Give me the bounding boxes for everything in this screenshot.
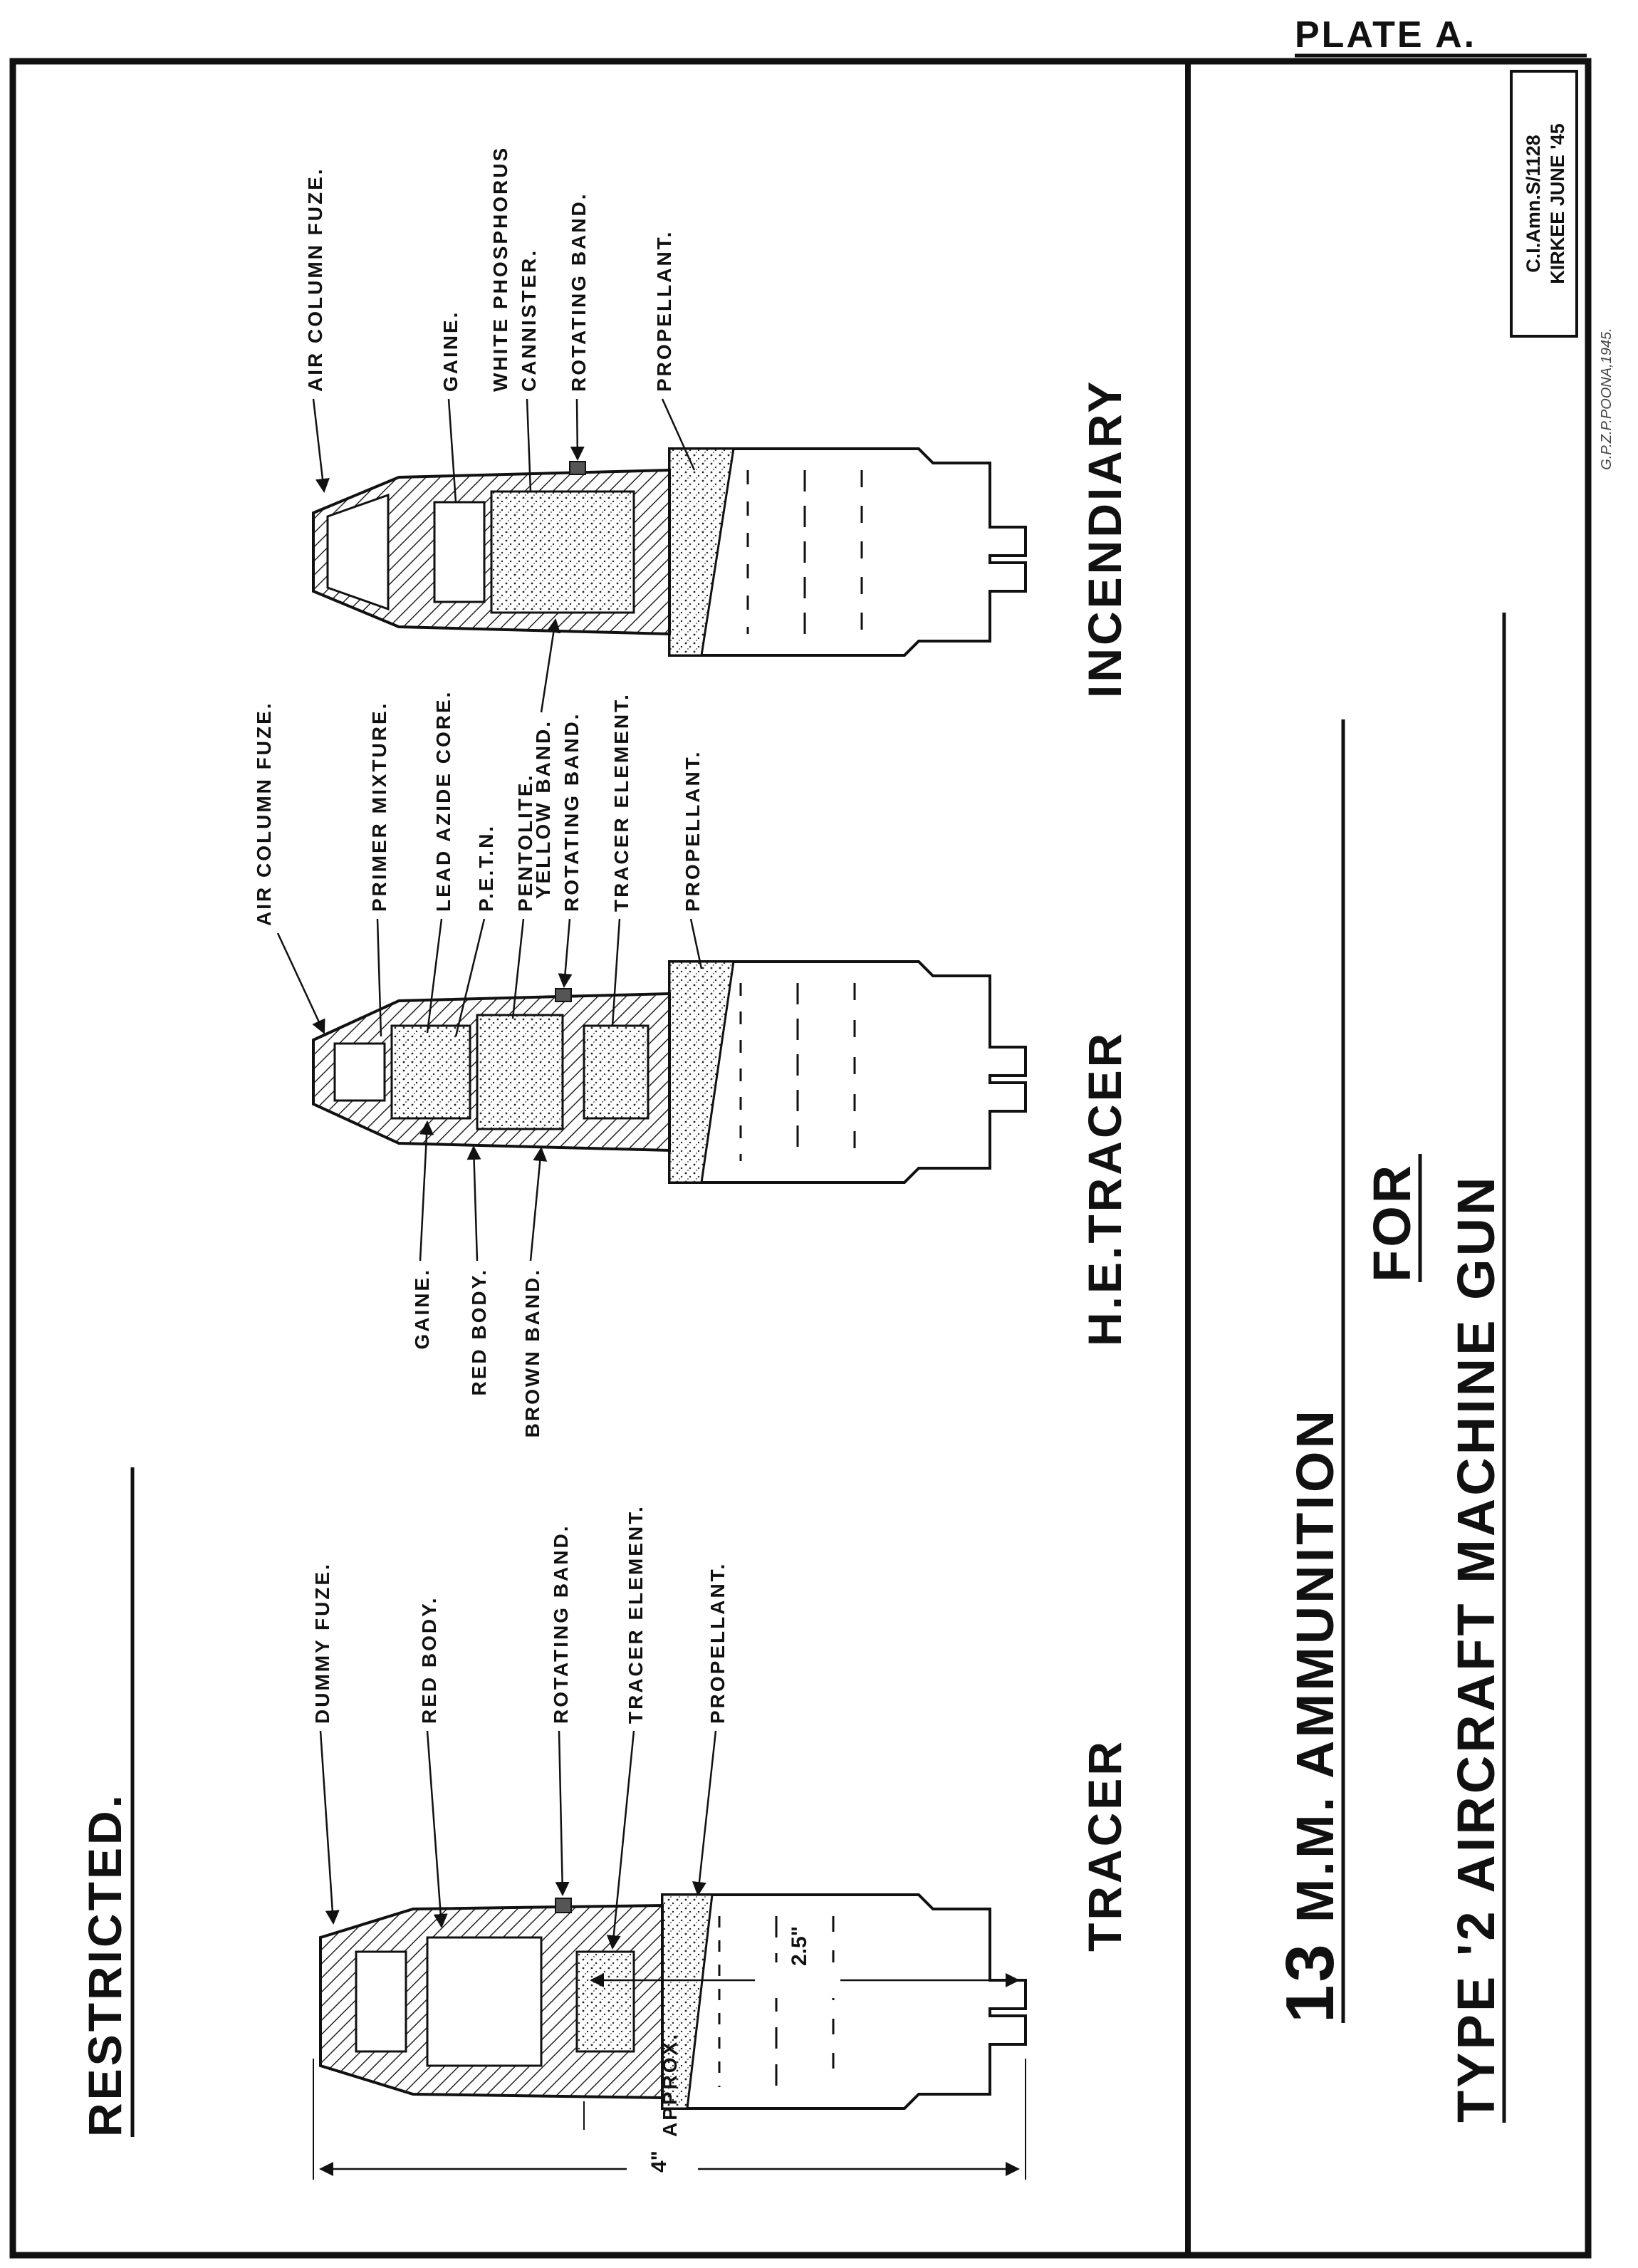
incendiary-label-propellant: PROPELLANT.	[653, 229, 675, 392]
incendiary-label-air-column-fuze: AIR COLUMN FUZE.	[304, 167, 326, 392]
he-label-petn: P.E.T.N.	[475, 823, 497, 912]
tracer-label-tracer-element: TRACER ELEMENT.	[625, 1504, 647, 1724]
tracer-leader-red-body	[427, 1731, 442, 1927]
he-tracer-pentolite	[477, 1015, 563, 1129]
printer-mark: G.P.Z.P.POONA,1945.	[1599, 328, 1614, 470]
tracer-label-rotating-band: ROTATING BAND.	[550, 1524, 572, 1724]
incendiary-white-phosphorus-cannister	[491, 491, 634, 613]
title-rest: M.M. AMMUNITION	[1285, 1408, 1345, 1923]
title-number: 13	[1272, 1941, 1348, 2023]
incendiary-label-cannister: CANNISTER.	[518, 248, 540, 392]
he-label-pentolite: PENTOLITE.	[514, 773, 536, 912]
he-label-propellant: PROPELLANT.	[682, 749, 704, 912]
reference-line1: C.I.Amn.S/1128	[1523, 135, 1544, 273]
he-label-air-column-fuze: AIR COLUMN FUZE.	[253, 701, 275, 926]
title-line1	[1272, 1408, 1348, 2023]
incendiary-label-yellow-band: YELLOW BAND.	[532, 719, 554, 900]
tracer-leader-rotating-band	[559, 1731, 563, 1895]
incendiary-label-rotating-band: ROTATING BAND.	[568, 192, 590, 392]
reference-line2: KIRKEE JUNE '45	[1547, 123, 1568, 284]
he-tracer-name: H.E.TRACER	[1078, 1030, 1131, 1346]
tracer-dummy-fuze-cavity	[356, 1952, 406, 2051]
he-leader-rotating-band	[564, 919, 570, 987]
title-block	[1272, 613, 1506, 2123]
tracer-element	[577, 1952, 634, 2051]
tracer-leader-dummy-fuze	[320, 1731, 333, 1923]
incendiary-round	[304, 146, 1131, 899]
he-tracer-gaine	[392, 1026, 470, 1118]
he-label-gaine: GAINE.	[411, 1268, 433, 1350]
tracer-leader-propellant	[698, 1731, 716, 1895]
incendiary-label-gaine: GAINE.	[439, 310, 461, 392]
incendiary-leader-rotating-band	[577, 399, 578, 459]
overall-dimension-label: 4"	[647, 2150, 671, 2173]
incendiary-leader-yellow-band	[541, 620, 555, 712]
tracer-rotating-band	[555, 1898, 571, 1913]
tracer-case	[662, 1895, 1026, 2108]
title-line2: FOR	[1362, 1162, 1421, 1282]
tracer-label-dummy-fuze: DUMMY FUZE.	[311, 1562, 333, 1724]
restricted-stamp: RESTRICTED.	[78, 1791, 131, 2137]
tracer-round	[311, 1504, 1131, 2108]
tracer-name: TRACER	[1078, 1739, 1131, 1952]
he-tracer-element	[584, 1026, 648, 1118]
incendiary-leader-air-column-fuze	[313, 399, 324, 491]
overall-dimension-note: APPROX.	[659, 2032, 681, 2137]
incendiary-label-white-phosphorus: WHITE PHOSPHORUS	[489, 145, 511, 392]
plate-label: PLATE A.	[1295, 14, 1477, 56]
he-leader-air-column-fuze	[278, 933, 324, 1033]
he-label-tracer-element: TRACER ELEMENT.	[610, 692, 632, 912]
tracer-label-propellant: PROPELLANT.	[706, 1561, 729, 1724]
he-label-lead-azide-core: LEAD AZIDE CORE.	[432, 690, 454, 912]
incendiary-name: INCENDIARY	[1078, 378, 1131, 698]
he-tracer-round	[253, 690, 1131, 1438]
title-line3: TYPE '2 AIRCRAFT MACHINE GUN	[1446, 1174, 1506, 2123]
he-label-primer-mixture: PRIMER MIXTURE.	[368, 701, 390, 912]
he-tracer-air-column	[335, 1044, 385, 1101]
incendiary-air-column-fuze	[328, 495, 388, 609]
he-label-brown-band: BROWN BAND.	[521, 1268, 543, 1438]
reference-text	[1523, 123, 1568, 284]
he-leader-red-body	[474, 1147, 477, 1261]
he-tracer-rotating-band	[555, 989, 571, 1002]
tracer-label-red-body: RED BODY.	[418, 1596, 440, 1724]
he-leader-brown-band	[531, 1148, 541, 1261]
case-dimension-label: 2.5"	[788, 1926, 811, 1966]
incendiary-rotating-band	[570, 462, 585, 474]
tracer-body-cavity	[427, 1937, 541, 2066]
he-label-red-body: RED BODY.	[468, 1268, 490, 1396]
he-label-rotating-band: ROTATING BAND.	[560, 712, 583, 912]
incendiary-gaine	[434, 502, 484, 602]
